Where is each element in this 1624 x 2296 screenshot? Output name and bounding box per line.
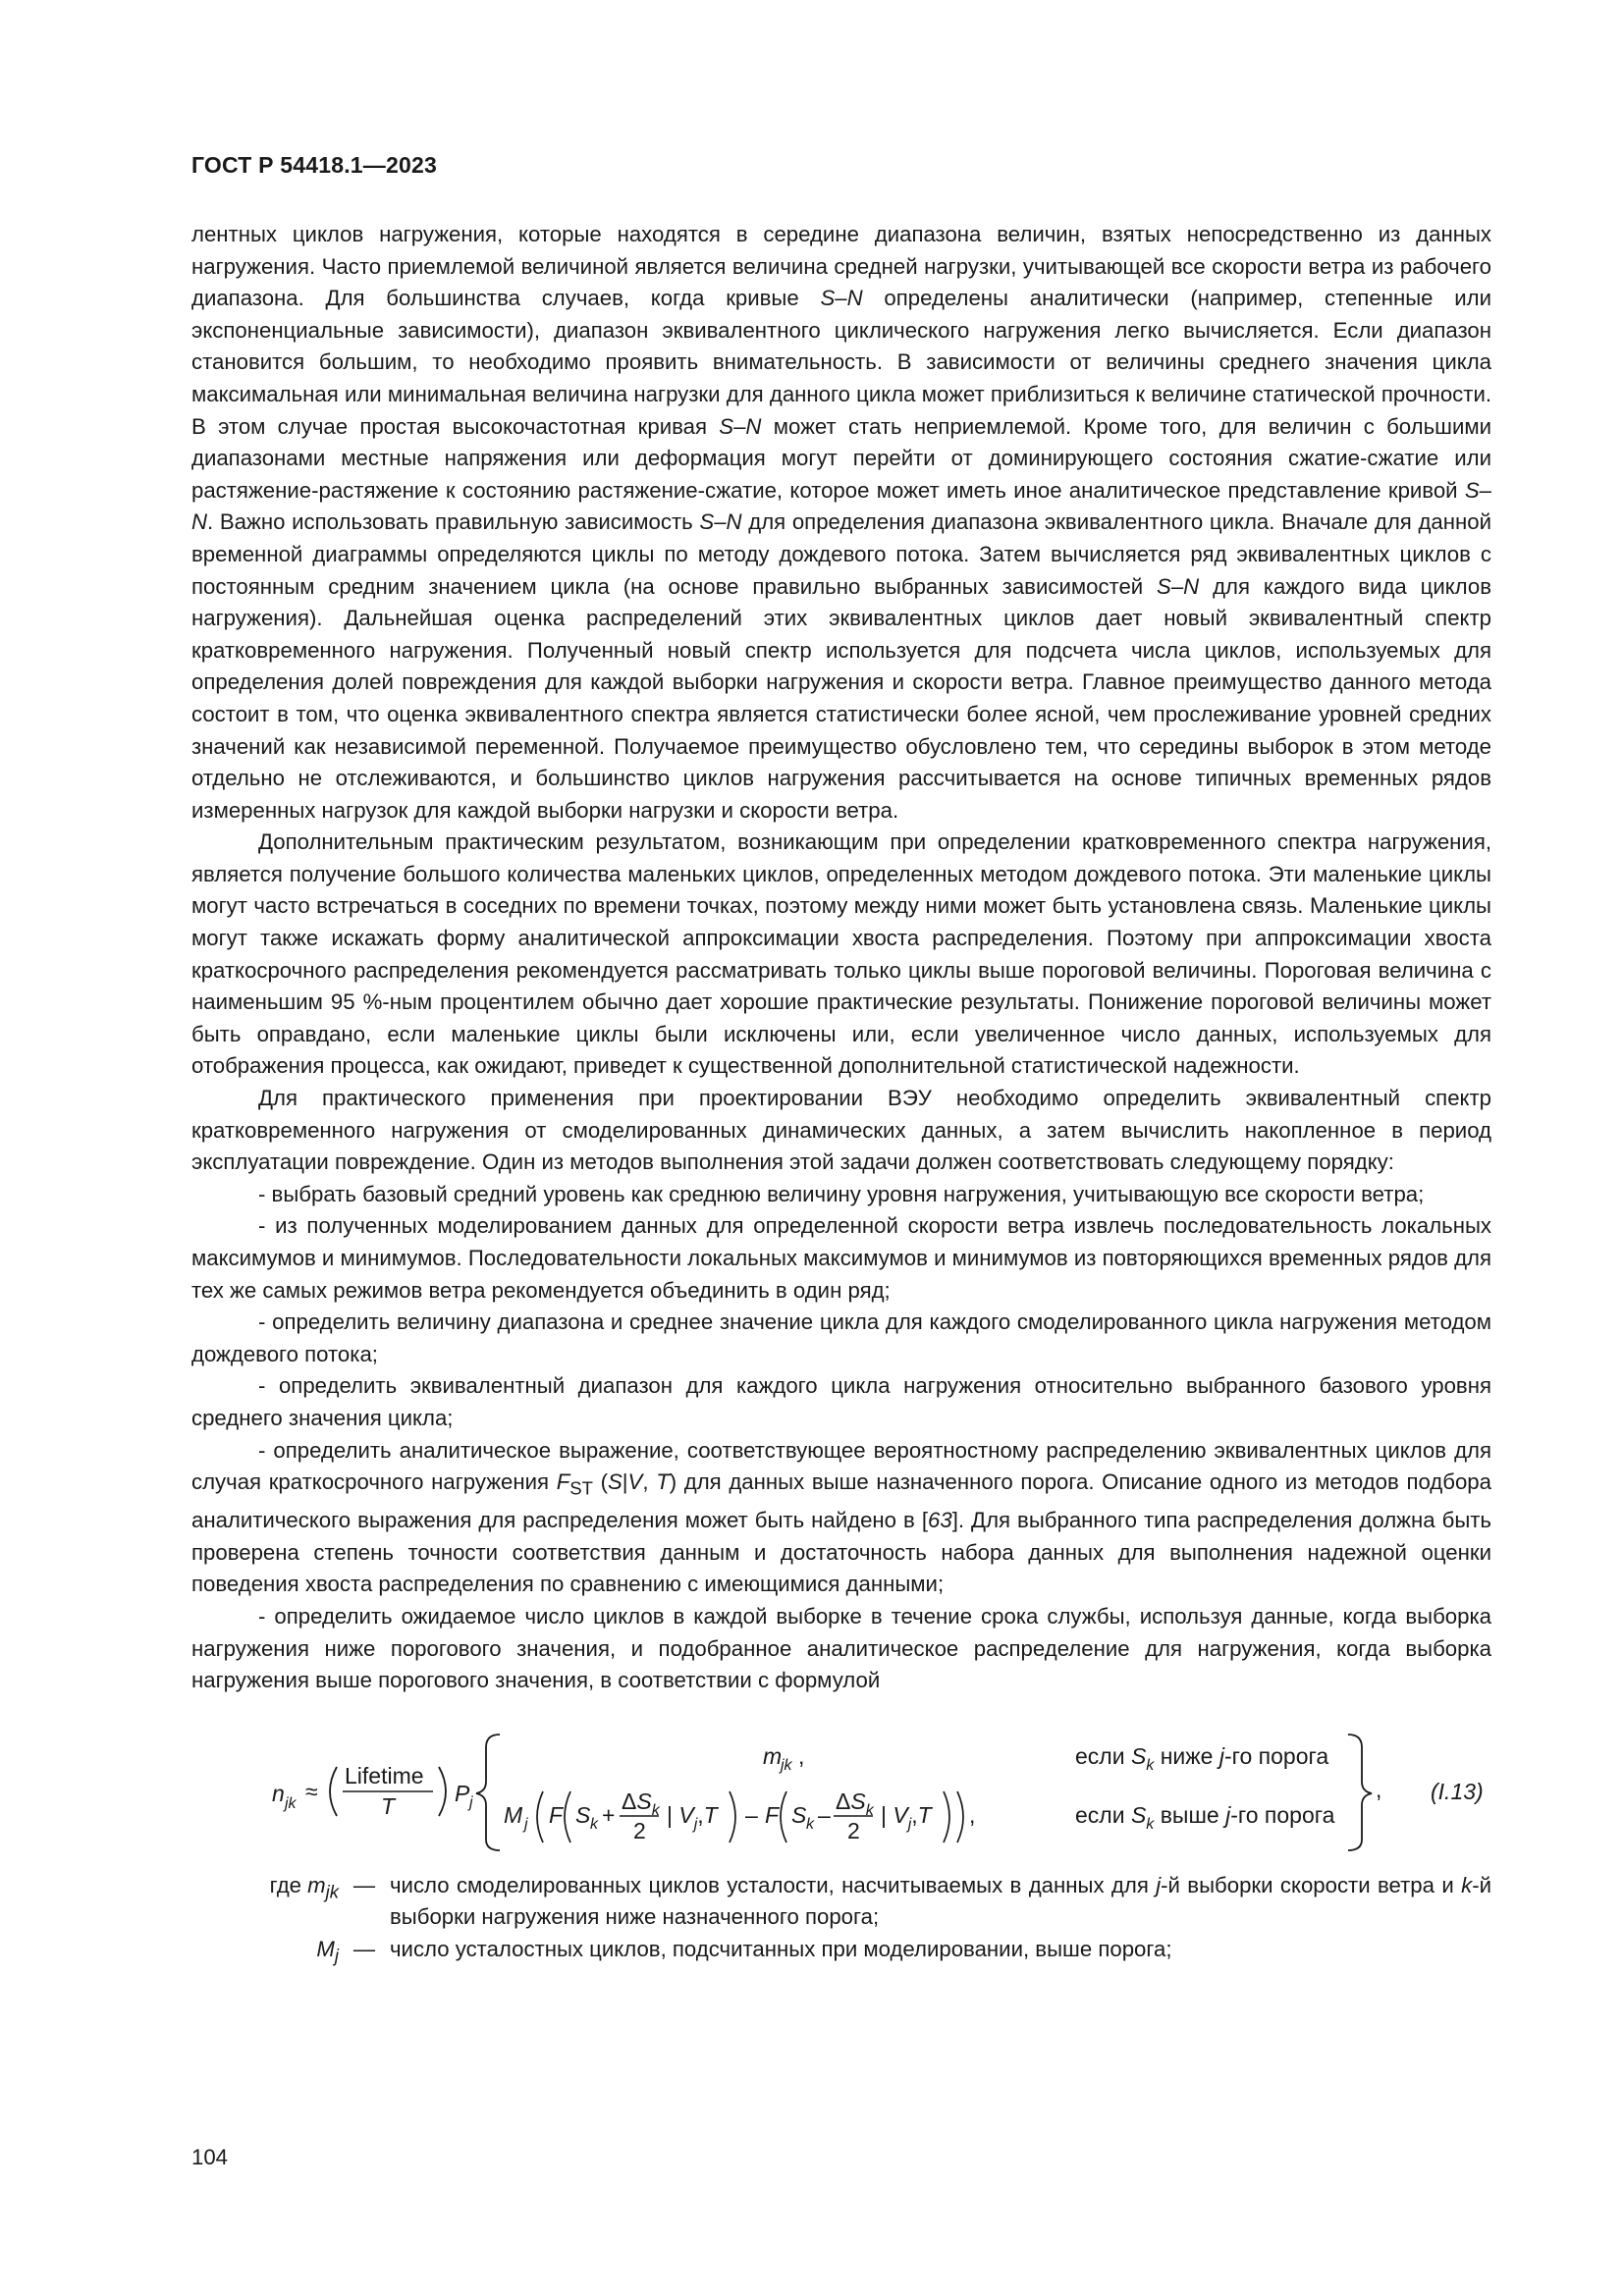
paragraph: Дополнительным практическим результатом, возникающим при определении кратковременного спектра нагружения, является получение большого количества маленьких циклов, определенных методом дождевого потока. Эти маленькие циклы могут часто встречаться в соседних по времени точках, поэтому между ними может быть установлена связь. Маленькие циклы могут также искажать форму аналитической аппроксимации хвоста распределения. Поэтому при аппроксимации хвоста краткосрочного распределения рекомендуется рассматривать только циклы выше пороговой величины. Пороговая величина с наименьшим 95 %-ным процентилем обычно дает хорошие практические результаты. Понижение пороговой величины может быть оправдано, если маленькие циклы были исключены или, если увеличенное число данных, используемых для отображения процесса, как ожидают, приведет к существенной дополнительной статистической надежности. <box>191 829 1491 1079</box>
svg-text:,: , <box>798 1742 805 1769</box>
svg-text:k: k <box>590 1815 598 1833</box>
svg-text:P: P <box>455 1780 470 1806</box>
definition-row: где $m_{jk}$ — число смоделированных циклов усталости, насчитываемых в данных для j-й выборки скорости ветра и k-й выборки нагружения ниже назначенного порога; <box>191 1870 1491 1934</box>
svg-text:jk: jk <box>285 1794 297 1812</box>
svg-text:+: + <box>602 1801 616 1828</box>
svg-text:j: j <box>524 1815 528 1833</box>
page-number: 104 <box>191 2145 229 2169</box>
svg-text:–: – <box>745 1801 758 1828</box>
svg-text:F: F <box>765 1801 780 1828</box>
svg-text:S: S <box>575 1801 591 1828</box>
page-body <box>191 219 1491 1972</box>
svg-text:,: , <box>969 1801 976 1828</box>
definition-text: число усталостных циклов, подсчитанных при моделировании, выше порога; <box>390 1936 1172 1961</box>
list-item: - выбрать базовый средний уровень как среднюю величину уровня нагружения, учитывающую все скорости ветра; <box>258 1181 1425 1206</box>
svg-text:M: M <box>504 1801 523 1828</box>
svg-text:≈: ≈ <box>305 1778 318 1804</box>
list-item: - определить эквивалентный диапазон для каждого цикла нагружения относительно выбранного базового уровня среднего значения цикла; <box>191 1373 1491 1430</box>
list-item: - определить величину диапазона и среднее значение цикла для каждого смоделированного цикла нагружения методом дождевого потока; <box>191 1309 1491 1366</box>
svg-text:jk: jk <box>781 1756 792 1774</box>
svg-text:2: 2 <box>633 1817 646 1843</box>
paragraph: Для практического применения при проектировании ВЭУ необходимо определить эквивалентный спектр кратковременного нагружения от смоделированных динамических данных, а затем вычислить накопленное в период эксплуатации повреждение. Один из методов выполнения этой задачи должен соответствовать следующему порядку: <box>191 1086 1491 1175</box>
svg-text:ΔSk: $\Delta S_k$ <box>622 1788 660 1819</box>
svg-text:,: , <box>1376 1776 1382 1802</box>
svg-text:j: j <box>469 1793 473 1811</box>
svg-text:–: – <box>818 1801 831 1828</box>
svg-text:n: n <box>272 1780 285 1806</box>
svg-text:m: m <box>763 1742 783 1769</box>
svg-text:F: F <box>549 1801 564 1828</box>
formula-i13 <box>191 1713 1491 1860</box>
svg-text:2: 2 <box>847 1817 860 1843</box>
formula-block <box>191 1713 1491 1860</box>
paragraph: лентных циклов нагружения, которые находятся в середине диапазона величин, взятых непосредственно из данных нагружения. Часто приемлемой величиной является величина средней нагрузки, учитывающей все скорости ветра из рабочего диапазона. Для большинства случаев, когда кривые S–N определены аналитически (например, степенные или экспоненциальные зависимости), диапазон эквивалентного циклического нагружения легко вычисляется. Если диапазон становится большим, то необходимо проявить внимательность. В зависимости от величины среднего значения цикла максимальная или минимальная величина нагрузки для данного цикла может приблизиться к величине статической прочности. В этом случае простая высокочастотная кривая S–N может стать неприемлемой. Кроме того, для величин с большими диапазонами местные напряжения или деформация могут перейти от доминирующего состояния сжатие-сжатие или растяжение-растяжение к состоянию растяжение-сжатие, которое может иметь иное аналитическое представление кривой S–N. Важно использовать правильную зависимость S–N для определения диапазона эквивалентного цикла. Вначале для данной временной диаграммы определяются циклы по методу дождевого потока. Затем вычисляется ряд эквивалентных циклов с постоянным средним значением цикла (на основе правильно выбранных зависимостей S–N для каждого вида циклов нагружения). Дальнейшая оценка распределений этих эквивалентных циклов дает новый эквивалентный спектр кратковременного нагружения. Полученный новый спектр используется для подсчета числа циклов, используемых для определения долей повреждения для каждой выборки нагружения и скорости ветра. Главное преимущество данного метода состоит в том, что оценка эквивалентного спектра является статистически более ясной, чем прослеживание уровней средних значений как независимой переменной. Получаемое преимущество обусловлено тем, что середины выборок в этом методе отдельно не отслеживаются, и большинство циклов нагружения рассчитывается на основе типичных временных рядов измеренных нагрузок для каждой выборки нагрузки и скорости ветра. <box>191 222 1491 823</box>
svg-text:ΔSk: $\Delta S_k$ <box>836 1788 874 1819</box>
symbol-definitions <box>191 1870 1491 1972</box>
formula-label: (I.13) <box>1431 1778 1484 1804</box>
definition-row: $M_j$ — число усталостных циклов, подсчитанных при моделировании, выше порога; <box>191 1934 1491 1972</box>
definition-symbol: где $m_{jk}$ <box>269 1872 339 1902</box>
svg-text:k: k <box>806 1815 814 1833</box>
list-item: - определить аналитическое выражение, соответствующее вероятностному распределению эквивалентных циклов для случая краткосрочного нагружения $F_{ST}$ (S|V, T) для данных выше назначенного порога. Описание одного из методов подбора аналитического выражения для распределения может быть найдено в [63]. Для выбранного типа распределения должна быть проверена степень точности соответствия данным и достаточность набора данных для выполнения надежной оценки поведения хвоста распределения по сравнению с имеющимися данными; <box>191 1437 1491 1597</box>
document-header: ГОСТ Р 54418.1—2023 <box>191 152 437 178</box>
svg-text:S: S <box>791 1801 807 1828</box>
svg-text:T: T <box>381 1792 396 1819</box>
formula-lifetime: Lifetime <box>345 1762 424 1789</box>
definition-text: число смоделированных циклов усталости, насчитываемых в данных для j-й выборки скорости ветра и k-й выборки нагружения ниже назначенного порога; <box>390 1872 1491 1930</box>
svg-text:| Vj,T: | $V_j,T$ <box>667 1801 718 1833</box>
list-item: - из полученных моделированием данных для определенной скорости ветра извлечь последовательность локальных максимумов и минимумов. Последовательности локальных максимумов и минимумов из повторяющихся временных рядов для тех же самых режимов ветра рекомендуется объединить в один ряд; <box>191 1213 1492 1303</box>
list-item: - определить ожидаемое число циклов в каждой выборке в течение срока службы, используя данные, когда выборка нагружения ниже порогового значения, и подобранное аналитическое распределение для нагружения, когда выборка нагружения выше порогового значения, в соответствии с формулой <box>191 1603 1491 1693</box>
definition-symbol: $M_j$ <box>316 1936 339 1966</box>
svg-text:| Vj,T: | $V_j,T$ <box>881 1801 932 1833</box>
formula-case-2: если $S_k$ выше j-го порога <box>1075 1801 1335 1833</box>
formula-case-1: если $S_k$ ниже j-го порога <box>1075 1742 1329 1774</box>
